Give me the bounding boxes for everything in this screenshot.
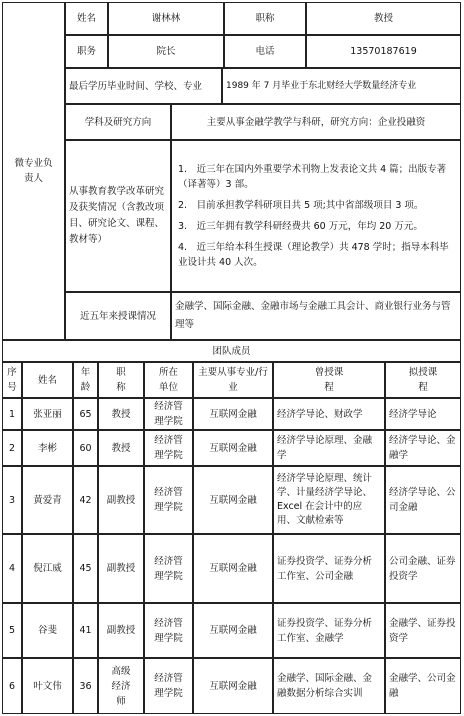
member-field: 互联网金融 <box>193 534 273 603</box>
phone-label: 电话 <box>224 35 306 68</box>
member-no: 2 <box>2 430 22 466</box>
member-name: 张亚丽 <box>22 398 73 430</box>
member-title: 副教授 <box>98 466 144 534</box>
header-name: 姓名 <box>22 362 73 398</box>
section-label: 微专业负责人 <box>14 158 53 184</box>
member-field: 互联网金融 <box>193 658 273 714</box>
member-unit: 经济管理学院 <box>144 658 193 714</box>
member-name: 倪江威 <box>22 534 73 603</box>
member-name: 黄爱青 <box>22 466 73 534</box>
member-unit: 经济管理学院 <box>144 430 193 466</box>
member-planned-courses: 经济学导论、公司金融 <box>385 466 461 534</box>
section-label-cell <box>2 2 65 340</box>
education-label: 最后学历毕业时间、学校、专业 <box>65 68 222 104</box>
member-title: 教授 <box>98 398 144 430</box>
header-unit: 所在单位 <box>144 362 193 398</box>
member-name: 谷斐 <box>22 603 73 658</box>
member-age: 41 <box>73 603 98 658</box>
member-unit: 经济管理学院 <box>144 466 193 534</box>
courses-label: 近五年来授课情况 <box>65 292 171 340</box>
research-label: 学科及研究方向 <box>65 104 171 140</box>
header-age: 年龄 <box>73 362 98 398</box>
member-title: 高级经济师 <box>98 658 144 714</box>
leader-title: 教授 <box>306 2 461 35</box>
leader-education: 1989 年 7 月毕业于东北财经大学数量经济专业 <box>222 68 461 104</box>
member-no: 4 <box>2 534 22 603</box>
member-planned-courses: 公司金融、证券投资学 <box>385 534 461 603</box>
member-planned-courses: 金融学、证券投资学 <box>385 603 461 658</box>
member-field: 互联网金融 <box>193 603 273 658</box>
member-title: 教授 <box>98 430 144 466</box>
header-title: 职称 <box>98 362 144 398</box>
member-age: 42 <box>73 466 98 534</box>
member-unit: 经济管理学院 <box>144 398 193 430</box>
reform-item: 2. 目前承担教学科研项目共 5 项;其中省部级项目 3 项。 <box>178 200 424 211</box>
application-form <box>2 2 461 714</box>
member-age: 60 <box>73 430 98 466</box>
member-no: 3 <box>2 466 22 534</box>
name-label: 姓名 <box>65 2 108 35</box>
member-age: 65 <box>73 398 98 430</box>
member-age: 36 <box>73 658 98 714</box>
member-unit: 经济管理学院 <box>144 603 193 658</box>
member-past-courses: 证券投资学、证券分析工作室、公司金融 <box>273 534 385 603</box>
team-title: 团队成员 <box>2 340 461 362</box>
leader-name: 谢林林 <box>108 2 224 35</box>
leader-research: 主要从事金融学教学与科研，研究方向：企业投融资 <box>171 104 461 140</box>
leader-position: 院长 <box>108 35 224 68</box>
member-planned-courses: 经济学导论 <box>385 398 461 430</box>
member-no: 6 <box>2 658 22 714</box>
header-field: 主要从事专业/行业 <box>193 362 273 398</box>
member-past-courses: 经济学导论原理、金融学 <box>273 430 385 466</box>
member-title: 副教授 <box>98 603 144 658</box>
member-past-courses: 证券投资学、证券分析工作室、金融学 <box>273 603 385 658</box>
member-unit: 经济管理学院 <box>144 534 193 603</box>
member-name: 李彬 <box>22 430 73 466</box>
member-name: 叶文伟 <box>22 658 73 714</box>
member-title: 副教授 <box>98 534 144 603</box>
member-no: 5 <box>2 603 22 658</box>
member-age: 45 <box>73 534 98 603</box>
member-field: 互联网金融 <box>193 398 273 430</box>
member-planned-courses: 金融学、公司金融 <box>385 658 461 714</box>
title-label: 职称 <box>224 2 306 35</box>
member-planned-courses: 经济学导论、金融学 <box>385 430 461 466</box>
reform-items <box>171 140 461 292</box>
reform-item: 1. 近三年在国内外重要学术刊物上发表论文共 4 篇；出版专著（译著等）3 部。 <box>178 164 447 190</box>
header-past: 曾授课程 <box>273 362 385 398</box>
leader-courses: 金融学、国际金融、金融市场与金融工具会计、商业银行业务与管理等 <box>171 292 461 340</box>
position-label: 职务 <box>65 35 108 68</box>
reform-item: 4. 近三年给本科生授课（理论教学）共 478 学时；指导本科毕业设计共 40 人次。 <box>178 242 449 268</box>
member-past-courses: 金融学、国际金融、金融数据分析综合实训 <box>273 658 385 714</box>
header-no: 序号 <box>2 362 22 398</box>
member-no: 1 <box>2 398 22 430</box>
member-past-courses: 经济学导论原理、统计学、计量经济学导论、Excel 在会计中的应用、文献检索等 <box>273 466 385 534</box>
reform-label: 从事教育教学改革研究及获奖情况（含教改项目、研究论文、课程、教材等） <box>65 140 171 292</box>
member-field: 互联网金融 <box>193 466 273 534</box>
member-field: 互联网金融 <box>193 430 273 466</box>
leader-phone: 13570187619 <box>306 35 461 68</box>
header-planned: 拟授课程 <box>385 362 461 398</box>
member-past-courses: 经济学导论、财政学 <box>273 398 385 430</box>
reform-item: 3. 近三年拥有教学科研经费共 60 万元，年均 20 万元。 <box>178 221 423 232</box>
